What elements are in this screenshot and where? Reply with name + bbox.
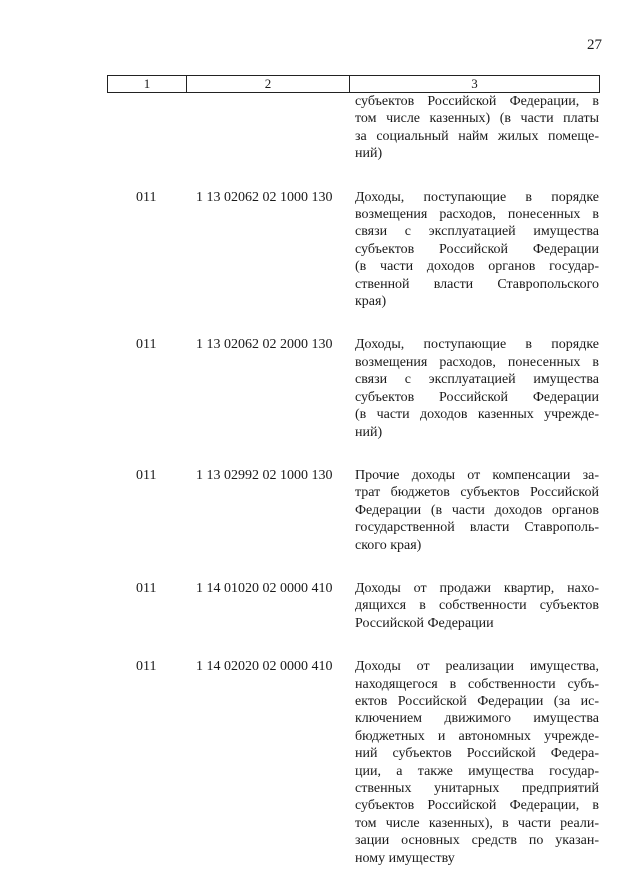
description-line: субъектов Российской Федерации <box>355 389 599 405</box>
income-description <box>355 336 599 440</box>
description-line: возмещения расходов, понесенных в <box>355 354 599 370</box>
description-line: края) <box>355 294 387 310</box>
description-line: (в части доходов органов государ- <box>355 259 599 275</box>
table-row <box>0 336 640 440</box>
description-line: возмещения расходов, понесенных в <box>355 207 599 223</box>
description-line: трат бюджетов субъектов Российской <box>355 485 599 501</box>
budget-classification-code: 1 14 01020 02 0000 410 <box>196 580 333 596</box>
description-line: ектов Российской Федерации (за ис- <box>355 693 599 709</box>
budget-classification-code: 1 13 02062 02 1000 130 <box>196 189 333 205</box>
header-col-1: 1 <box>108 76 187 92</box>
description-line: ственной власти Ставропольского <box>355 276 599 292</box>
description-line: зации основных средств по указан- <box>355 833 599 849</box>
description-line: субъектов Российской Федерации <box>355 241 599 257</box>
table-row <box>0 658 640 867</box>
description-line: ний субъектов Российской Федера- <box>355 746 599 762</box>
description-line: ции, а также имущества государ- <box>355 763 599 779</box>
table-row <box>0 467 640 554</box>
income-description <box>355 189 599 311</box>
budget-classification-code: 1 14 02020 02 0000 410 <box>196 659 333 675</box>
table-row <box>0 189 640 311</box>
description-line: связи с эксплуатацией имущества <box>355 372 599 388</box>
description-line: субъектов Российской Федерации, в <box>355 94 599 109</box>
description-line: ственных унитарных предприятий <box>355 781 599 796</box>
description-line: Федерации (в части доходов органов <box>355 502 599 518</box>
description-line: Доходы от продажи квартир, нахо- <box>355 580 599 596</box>
admin-code: 011 <box>136 659 157 675</box>
description-line: связи с эксплуатацией имущества <box>355 224 599 240</box>
header-col-3: 3 <box>471 76 478 91</box>
budget-classification-code: 1 13 02062 02 2000 130 <box>196 337 333 353</box>
description-line: ний) <box>355 424 383 440</box>
description-line: Российской Федерации <box>355 615 494 631</box>
description-line: ключением движимого имущества <box>355 711 599 727</box>
income-description <box>355 580 599 632</box>
income-description <box>355 467 599 554</box>
description-line: дящихся в собственности субъектов <box>355 598 599 614</box>
description-line: ному имуществу <box>355 850 455 866</box>
table-row <box>0 580 640 632</box>
description-line: ского края) <box>355 537 422 553</box>
admin-code: 011 <box>136 467 157 483</box>
description-line: бюджетных и автономных учрежде- <box>355 728 599 744</box>
admin-code: 011 <box>136 189 157 205</box>
income-description <box>355 658 599 867</box>
description-line: Прочие доходы от компенсации за- <box>355 467 599 483</box>
description-line: государственной власти Ставрополь- <box>355 520 599 536</box>
description-line: Доходы, поступающие в порядке <box>355 337 599 353</box>
admin-code: 011 <box>136 337 157 353</box>
description-line: за социальный найм жилых помеще- <box>355 128 599 144</box>
description-line: том числе казенных) (в части платы <box>355 111 599 127</box>
description-line: (в части доходов казенных учрежде- <box>355 407 599 423</box>
table-row <box>0 93 640 163</box>
description-line: субъектов Российской Федерации, в <box>355 798 599 814</box>
budget-classification-code: 1 13 02992 02 1000 130 <box>196 467 333 483</box>
page-number: 27 <box>587 37 602 53</box>
description-line: находящегося в собственности субъ- <box>355 676 599 692</box>
income-description <box>355 93 599 163</box>
admin-code: 011 <box>136 580 157 596</box>
table-header <box>107 75 600 93</box>
description-line: Доходы, поступающие в порядке <box>355 189 599 205</box>
table-body <box>0 93 640 867</box>
header-col-2: 2 <box>187 76 350 92</box>
description-line: том числе казенных), в части реали- <box>355 815 599 831</box>
description-line: ний) <box>355 146 383 162</box>
description-line: Доходы от реализации имущества, <box>355 659 599 675</box>
